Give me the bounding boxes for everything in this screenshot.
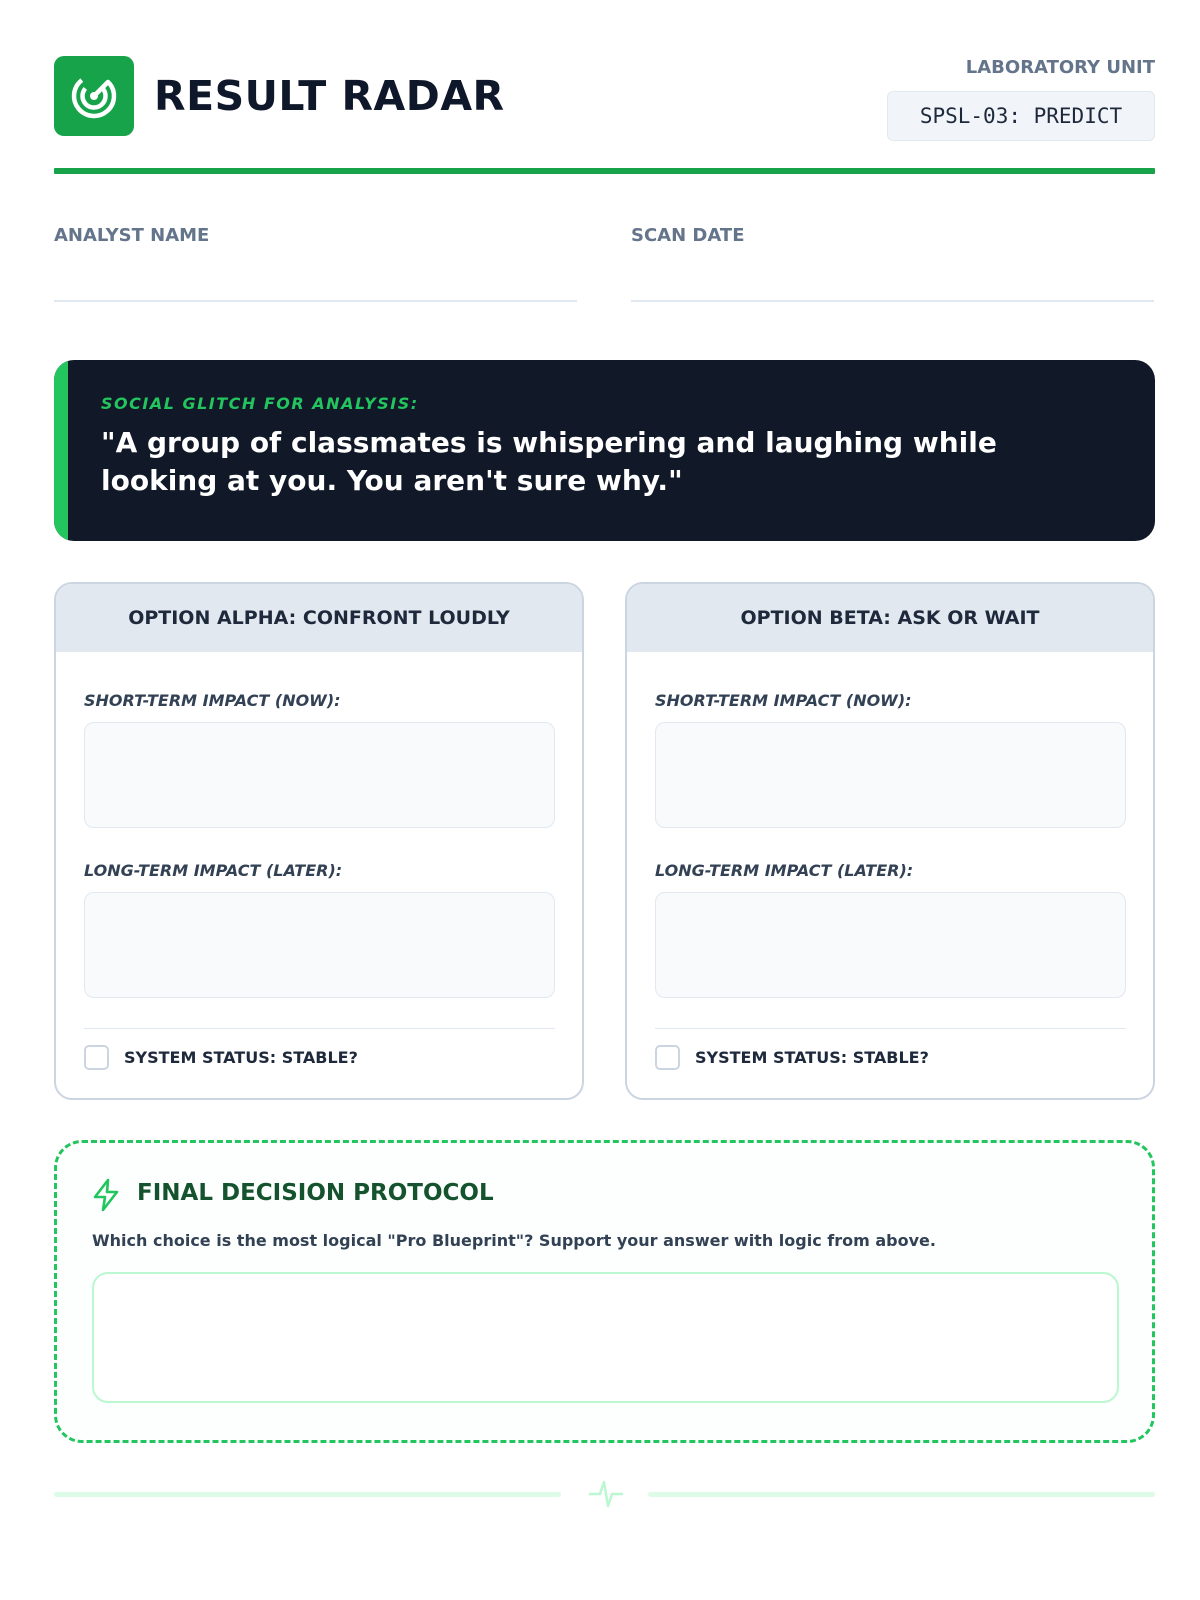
pulse-icon (586, 1474, 626, 1514)
scenario-tag: SOCIAL GLITCH FOR ANALYSIS: (101, 394, 419, 413)
short-term-answer-box[interactable] (84, 722, 555, 828)
analyst-name-field[interactable] (54, 224, 577, 302)
footer (54, 1474, 1155, 1514)
long-term-answer-box[interactable] (655, 892, 1126, 998)
short-term-label: SHORT-TERM IMPACT (NOW): (84, 691, 341, 710)
final-answer-box[interactable] (92, 1272, 1119, 1403)
divider (655, 1028, 1126, 1029)
page-title: RESULT RADAR (154, 72, 505, 120)
scenario-text: "A group of classmates is whispering and laughing while looking at you. You aren't sure why." (101, 426, 997, 497)
analyst-name-line[interactable] (54, 300, 577, 302)
short-term-answer-box[interactable] (655, 722, 1126, 828)
option-beta-card (625, 582, 1155, 1100)
info-fields (54, 224, 1155, 324)
radar-icon (68, 70, 120, 122)
header (54, 56, 1155, 168)
final-decision-panel (54, 1140, 1155, 1443)
option-alpha-card (54, 582, 584, 1100)
footer-line-right (648, 1492, 1155, 1497)
short-term-label: SHORT-TERM IMPACT (NOW): (655, 691, 912, 710)
final-title: FINAL DECISION PROTOCOL (137, 1180, 494, 1206)
worksheet-page (54, 56, 1155, 1250)
options-section (54, 582, 1155, 1100)
final-prompt: Which choice is the most logical "Pro Blueprint"? Support your answer with logic from above. (92, 1231, 936, 1250)
status-label: SYSTEM STATUS: STABLE? (124, 1048, 358, 1067)
scenario-accent-bar (54, 360, 68, 541)
status-row[interactable] (84, 1045, 358, 1070)
scan-date-label: SCAN DATE (631, 225, 745, 246)
long-term-label: LONG-TERM IMPACT (LATER): (84, 861, 343, 880)
scenario-card (54, 360, 1155, 541)
long-term-answer-box[interactable] (84, 892, 555, 998)
scan-date-field[interactable] (631, 224, 1154, 302)
long-term-label: LONG-TERM IMPACT (LATER): (655, 861, 914, 880)
stable-checkbox[interactable] (84, 1045, 109, 1070)
status-label: SYSTEM STATUS: STABLE? (695, 1048, 929, 1067)
analyst-name-label: ANALYST NAME (54, 225, 210, 246)
lightning-icon (90, 1177, 122, 1213)
header-divider (54, 168, 1155, 174)
footer-line-left (54, 1492, 561, 1497)
logo (54, 56, 134, 136)
option-alpha-title: OPTION ALPHA: CONFRONT LOUDLY (56, 584, 582, 652)
scan-date-line[interactable] (631, 300, 1154, 302)
stable-checkbox[interactable] (655, 1045, 680, 1070)
divider (84, 1028, 555, 1029)
status-row[interactable] (655, 1045, 929, 1070)
unit-label: LABORATORY UNIT (965, 57, 1155, 78)
option-beta-title: OPTION BETA: ASK OR WAIT (627, 584, 1153, 652)
unit-code-badge: SPSL-03: PREDICT (887, 91, 1155, 141)
